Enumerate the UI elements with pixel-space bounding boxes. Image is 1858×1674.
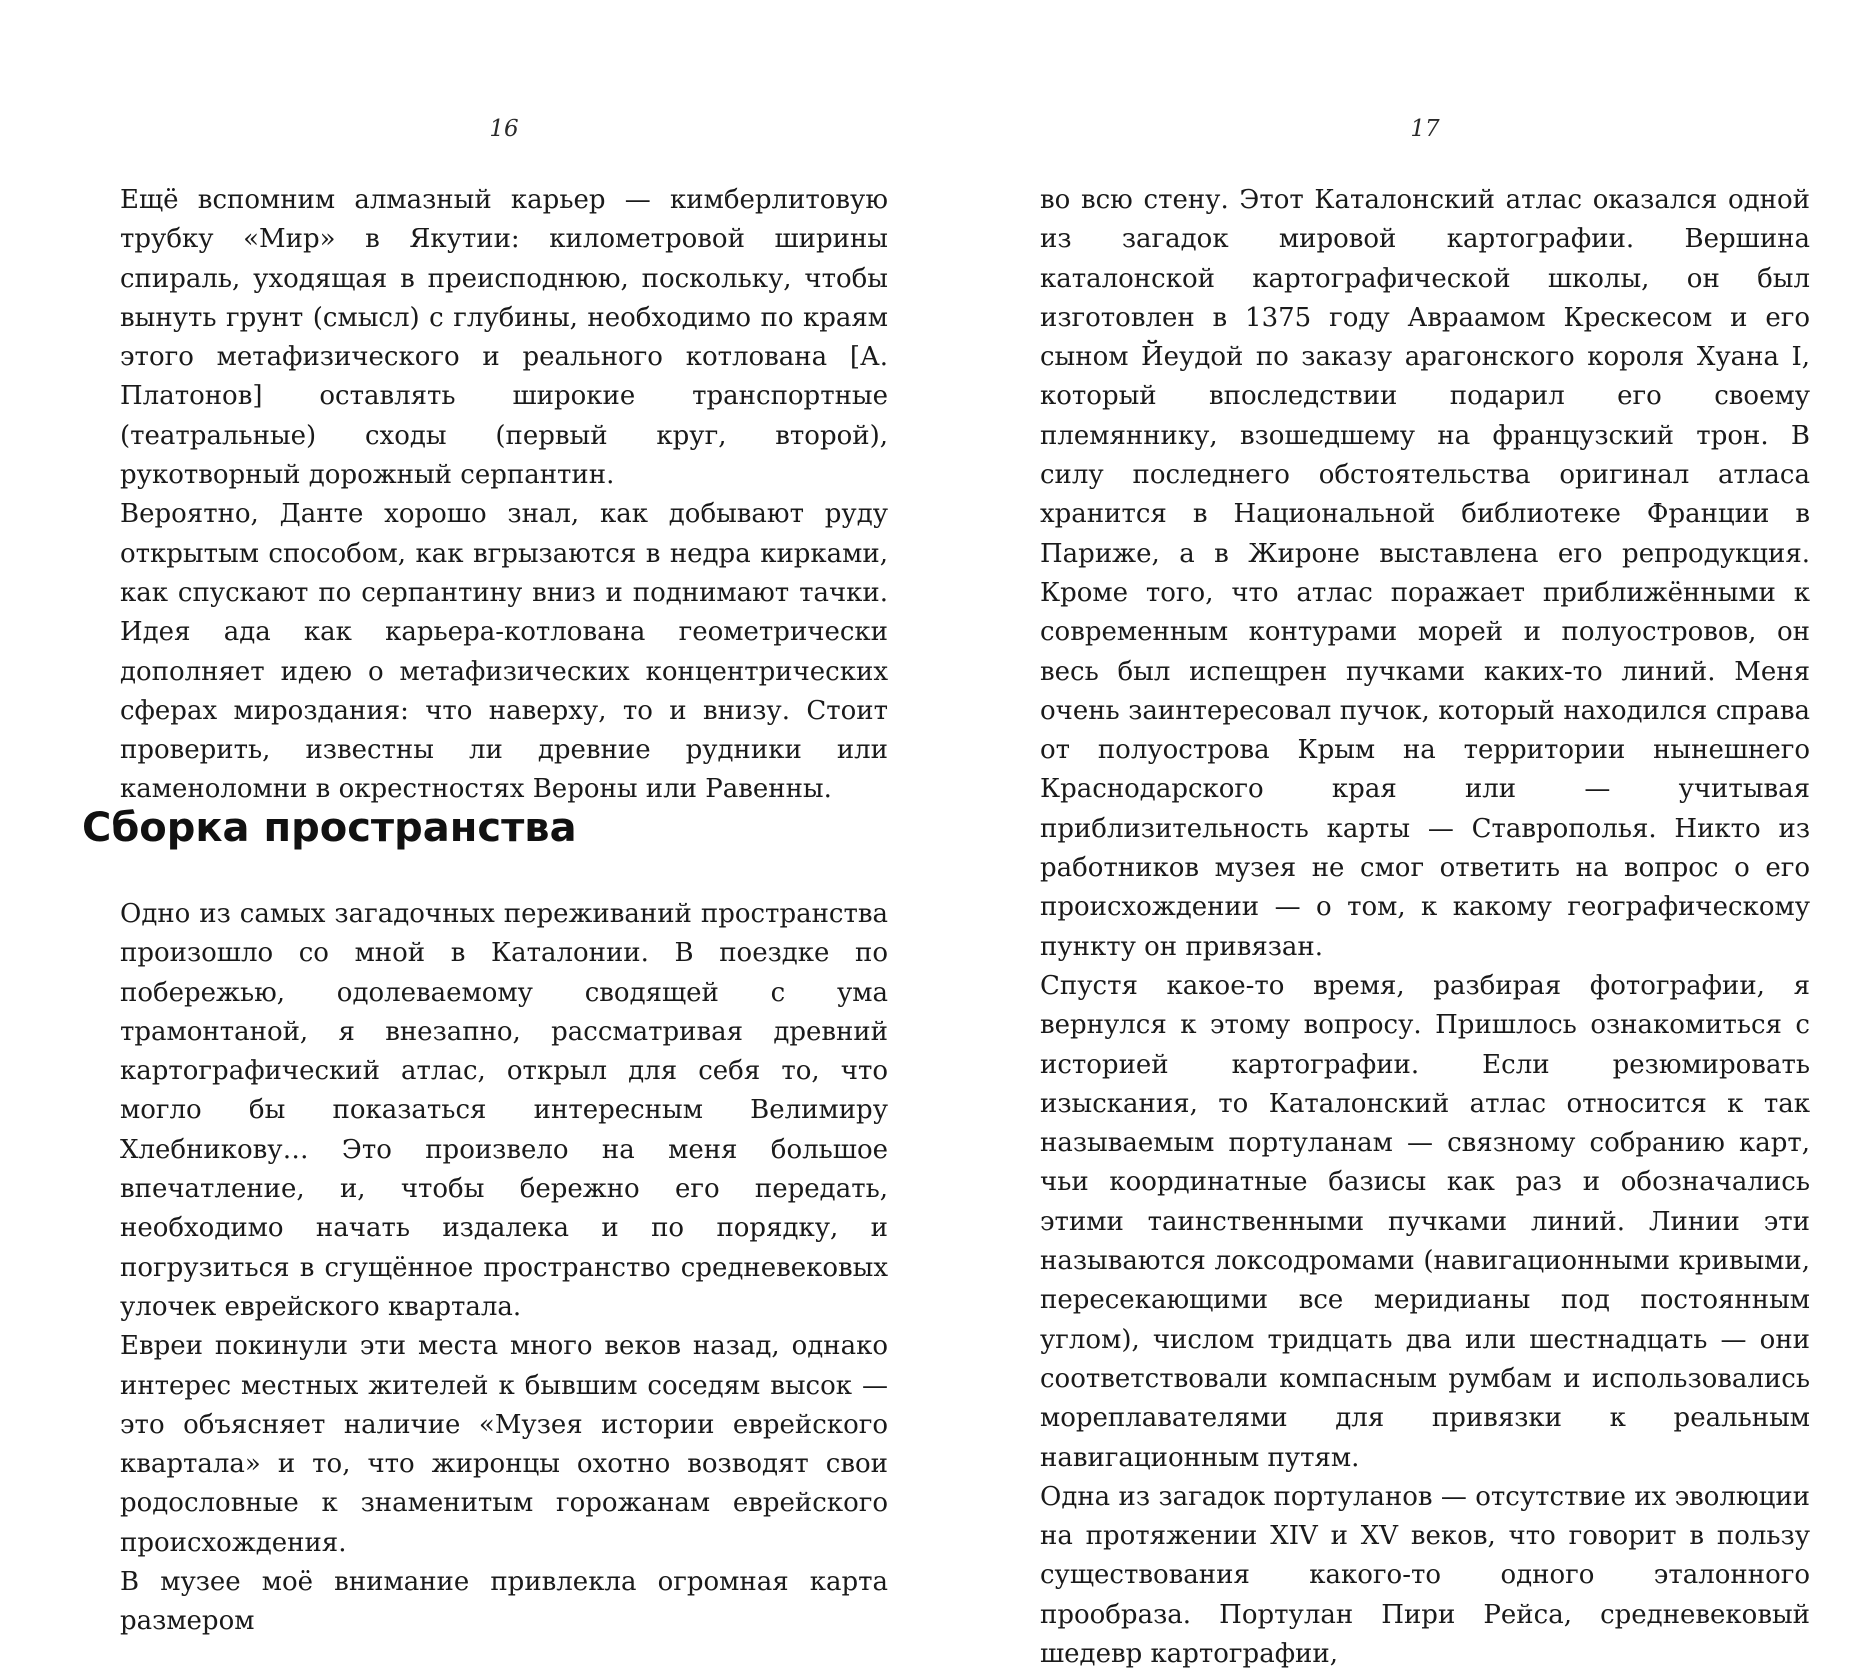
paragraph: Евреи покинули эти места много веков назад, однако интерес местных жителей к бывшим соседям высок — это объясняет наличие «Музея истории еврейского квартала» и то, что жиронцы охотно возводят свои родословные к знаменитым горожанам еврейского происхождения. [120,1331,888,1558]
paragraph: Спустя какое-то время, разбирая фотографии, я вернулся к этому вопросу. Пришлось ознакомиться с историей картографии. Если резюмировать изыскания, то Каталонский атлас относится к так называемым портуланам — связному собранию карт, чьи координатные базисы как раз и обозначались этими таинственными пучками линий. Линии эти называются локсодромами (навигационными кривыми, пересекающими все меридианы под постоянным углом), числом тридцать два или шестнадцать — они соответствовали компасным румбам и использовались мореплавателями для привязки к реальным навигационным путям. [1040,970,1810,1473]
paragraph: Вероятно, Данте хорошо знал, как добывают руду открытым способом, как вгрызаются в недра кирками, как спускают по серпантину вниз и поднимают тачки. Идея ада как карьера-котлована геометрически дополняет идею о метафизических концентрических сферах мироздания: что наверху, то и внизу. Стоит проверить, известны ли древние рудники или каменоломни в окрестностях Вероны или Равенны. [120,499,888,805]
paragraph: В музее моё внимание привлекла огромная карта размером [120,1567,888,1637]
paragraph: Одна из загадок портуланов — отсутствие их эволюции на протяжении XIV и XV веков, что говорит в пользу существования какого-то одного эталонного прообраза. Портулан Пири Рейса, средневековый шедевр картографии, [1040,1481,1810,1669]
section-heading: Сборка пространства [82,805,577,851]
left-text-bottom [120,895,888,1642]
left-page [82,0,888,1637]
page-number-right: 17 [1410,116,1440,142]
right-page [1040,0,1810,1669]
paragraph: Ещё вспомним алмазный карьер — кимберлитовую трубку «Мир» в Якутии: километровой ширины спираль, уходящая в преисподнюю, поскольку, чтобы вынуть грунт (смысл) с глубины, необходимо по краям этого метафизического и реального котлована [А. Платонов] оставлять широкие транспортные (театральные) сходы (первый круг, второй), рукотворный дорожный серпантин. [120,185,888,491]
page-number-left: 16 [489,116,519,142]
right-text [1040,181,1810,1674]
paragraph: во всю стену. Этот Каталонский атлас оказался одной из загадок мировой картографии. Вершина каталонской картографической школы, он был изготовлен в 1375 году Авраамом Крескесом и его сыном Йеудой по заказу арагонского короля Хуана I, который впоследствии подарил его своему племяннику, взошедшему на французский трон. В силу последнего обстоятельства оригинал атласа хранится в Национальной библиотеке Франции в Париже, а в Жироне выставлена его репродукция. Кроме того, что атлас поражает приближёнными к современным контурами морей и полуостровов, он весь был испещрен пучками каких-то линий. Меня очень заинтересовал пучок, который находился справа от полуострова Крым на территории нынешнего Краснодарского края или — учитывая приблизительность карты — Ставрополья. Никто из работников музея не смог ответить на вопрос о его происхождении — о том, к какому географическому пункту он привязан. [1040,185,1810,962]
left-text-top [120,181,888,810]
paragraph: Одно из самых загадочных переживаний пространства произошло со мной в Каталонии. В поездке по побережью, одолеваемому сводящей с ума трамонтаной, я внезапно, рассматривая древний картографический атлас, открыл для себя то, что могло бы показаться интересным Велимиру Хлебникову… Это произвело на меня большое впечатление, и, чтобы бережно его передать, необходимо начать издалека и по порядку, и погрузиться в сгущённое пространство средневековых улочек еврейского квартала. [120,899,888,1322]
